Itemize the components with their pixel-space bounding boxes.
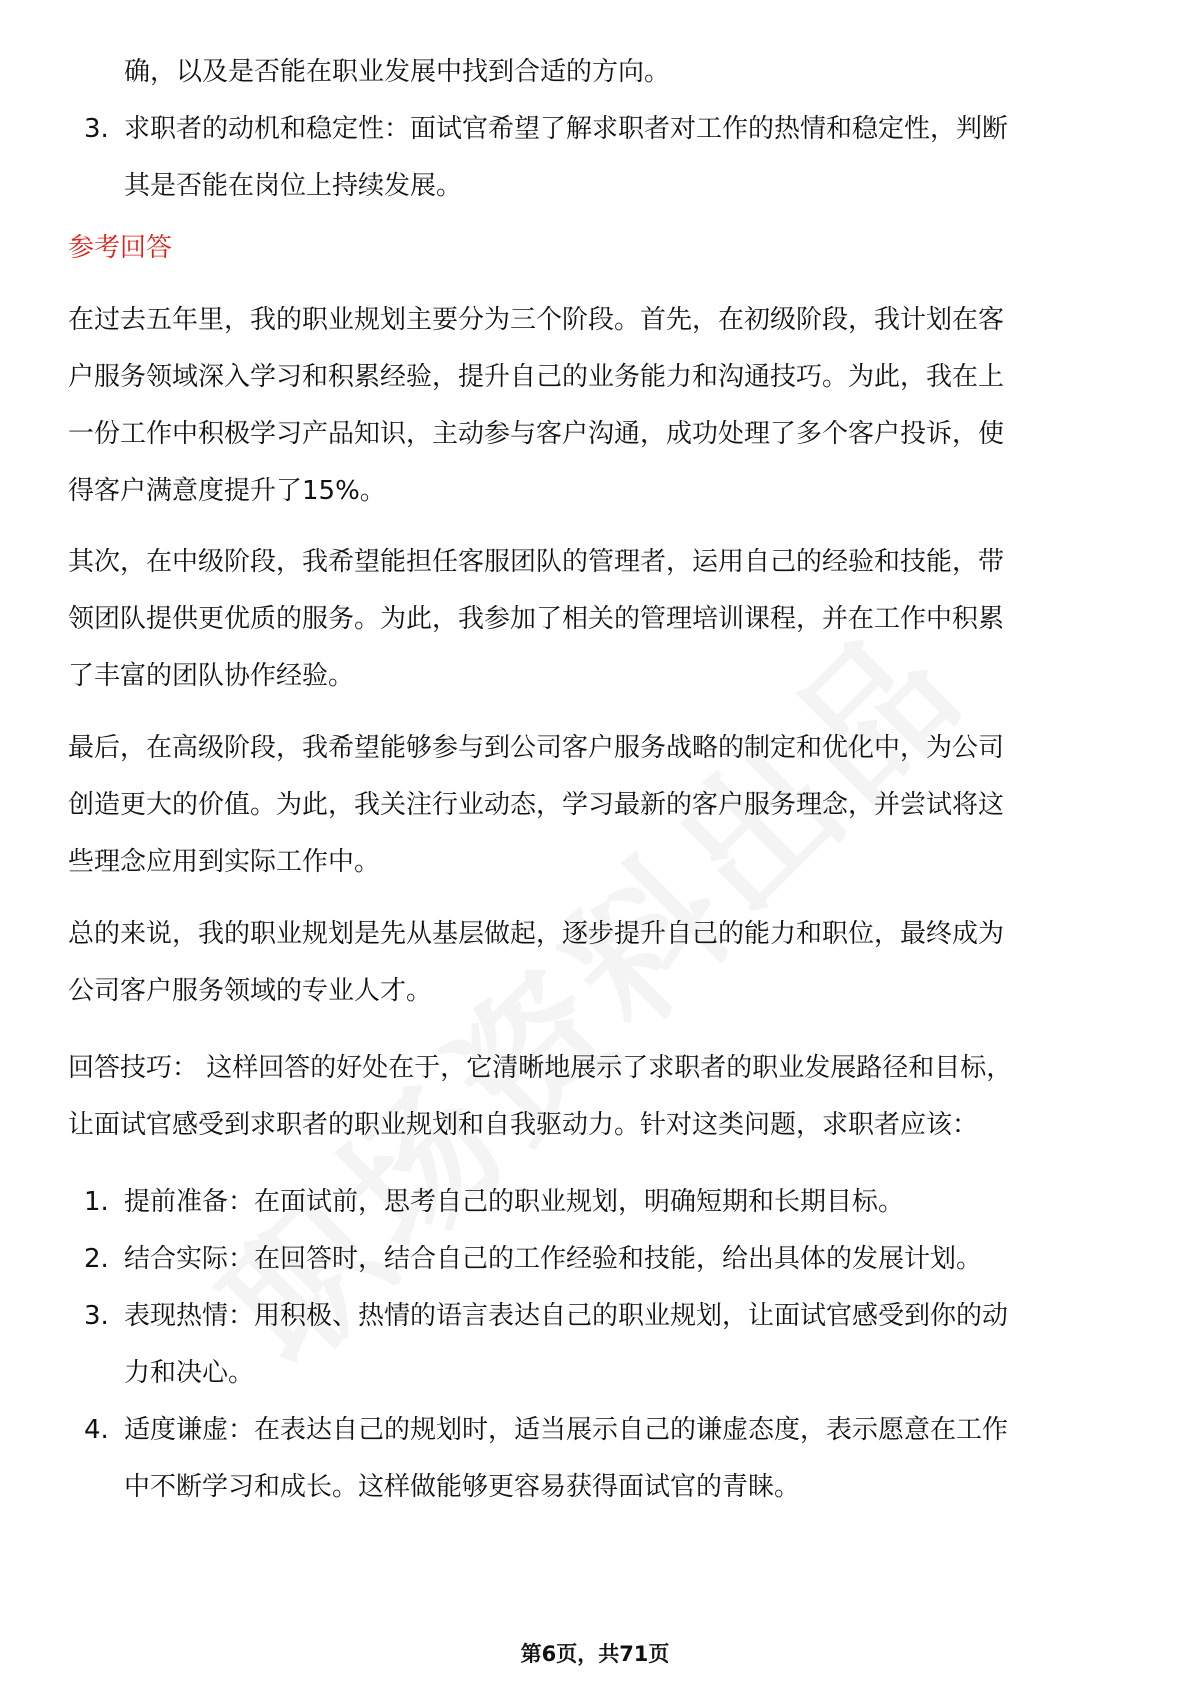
paragraph-line: 一份工作中积极学习产品知识，主动参与客户沟通，成功处理了多个客户投诉，使 [68,419,1005,449]
list-number: 1. [84,1187,109,1217]
page-footer: 第6页，共71页 [520,1642,670,1666]
list-item-3 [72,101,1118,215]
list-item-text: 结合实际：在回答时，结合自己的工作经验和技能，给出具体的发展计划。 [124,1244,983,1274]
list-number: 3. [84,1301,109,1331]
paragraph-line: 得客户满意度提升了15%。 [68,476,386,506]
paragraph-line: 其次，在中级阶段，我希望能担任客服团队的管理者，运用自己的经验和技能，带 [68,547,1005,577]
paragraph-line: 创造更大的价值。为此，我关注行业动态，学习最新的客户服务理念，并尝试将这 [68,790,1005,820]
list-item-text: 表现热情：用积极、热情的语言表达自己的职业规划，让面试官感受到你的动 [124,1301,1009,1331]
answer-paragraph-1 [68,292,1118,520]
list-item-continuation [72,44,1118,101]
list-item-text: 确，以及是否能在职业发展中找到合适的方向。 [124,57,671,87]
section-heading: 参考回答 [68,233,173,263]
paragraph-line: 领团队提供更优质的服务。为此，我参加了相关的管理培训课程，并在工作中积累 [68,604,1005,634]
paragraph-line: 在过去五年里，我的职业规划主要分为三个阶段。首先，在初级阶段，我计划在客 [68,305,1005,335]
answer-paragraph-3 [68,720,1118,891]
answer-paragraph-2 [68,534,1118,705]
list-item-text: 适度谦虚：在表达自己的规划时，适当展示自己的谦虚态度，表示愿意在工作 [124,1415,1009,1445]
paragraph-line: 户服务领域深入学习和积累经验，提升自己的业务能力和沟通技巧。为此，我在上 [68,362,1005,392]
tip-item-4 [72,1402,1118,1516]
tip-item-2 [72,1231,1118,1288]
paragraph-line: 回答技巧： 这样回答的好处在于，它清晰地展示了求职者的职业发展路径和目标， [68,1053,1013,1083]
list-item-text: 求职者的动机和稳定性：面试官希望了解求职者对工作的热情和稳定性，判断 [124,114,1009,144]
tip-item-1 [72,1174,1118,1231]
tip-item-3 [72,1288,1118,1402]
list-number: 4. [84,1415,109,1445]
list-number: 3. [84,114,109,144]
paragraph-line: 让面试官感受到求职者的职业规划和自我驱动力。针对这类问题，求职者应该： [68,1110,979,1140]
answer-paragraph-4 [68,906,1118,1020]
list-number: 2. [84,1244,109,1274]
paragraph-line: 公司客户服务领域的专业人才。 [68,976,433,1006]
paragraph-line: 些理念应用到实际工作中。 [68,847,381,877]
tips-intro-paragraph [68,1040,1118,1154]
paragraph-line: 了丰富的团队协作经验。 [68,661,355,691]
paragraph-line: 最后，在高级阶段，我希望能够参与到公司客户服务战略的制定和优化中，为公司 [68,733,1005,763]
list-item-text: 其是否能在岗位上持续发展。 [124,171,463,201]
tips-list [72,1174,1118,1516]
list-item-text: 提前准备：在面试前，思考自己的职业规划，明确短期和长期目标。 [124,1187,905,1217]
list-item-text: 中不断学习和成长。这样做能够更容易获得面试官的青睐。 [124,1472,801,1502]
top-list [72,44,1118,215]
paragraph-line: 总的来说，我的职业规划是先从基层做起，逐步提升自己的能力和职位，最终成为 [68,919,1005,949]
list-item-text: 力和决心。 [124,1358,255,1388]
